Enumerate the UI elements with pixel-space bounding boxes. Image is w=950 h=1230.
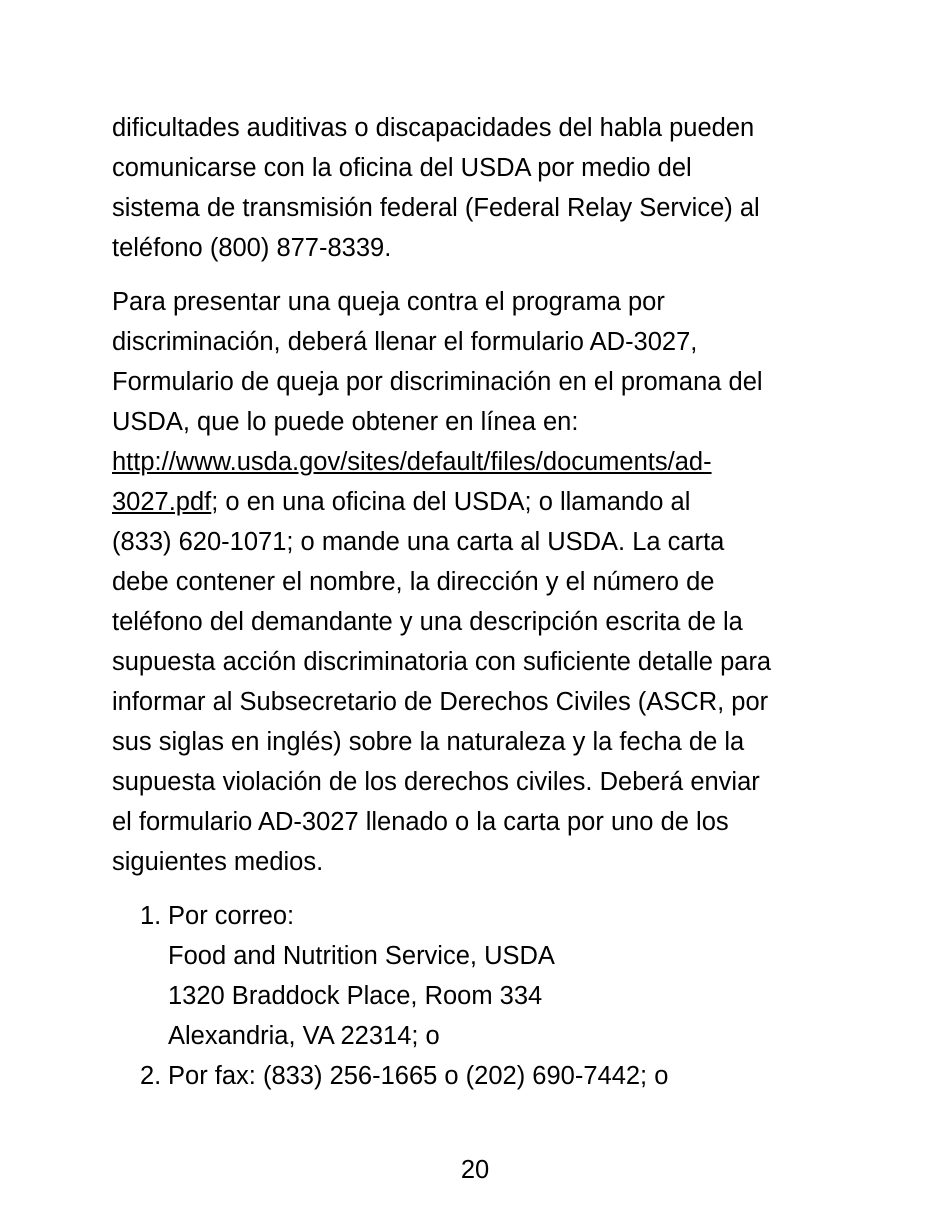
paragraph-relay-service [112, 108, 852, 268]
text-line: sus siglas en inglés) sobre la naturaleza y la fecha de la [112, 728, 745, 756]
paragraph-complaint [112, 282, 852, 882]
text-line: Para presentar una queja contra el programa por [112, 288, 665, 316]
text-line: teléfono del demandante y una descripción escrita de la [112, 608, 743, 636]
text-after-link: ; o en una oficina del USDA; o llamando al [211, 488, 691, 516]
list-number: 1. [140, 902, 162, 930]
text-line: Por correo: [168, 902, 295, 930]
document-body [112, 108, 852, 1096]
form-url-link-part1[interactable]: http://www.usda.gov/sites/default/files/documents/ad- [112, 448, 712, 476]
page-number: 20 [460, 1156, 490, 1184]
list-item-fax [112, 1056, 852, 1096]
text-line: informar al Subsecretario de Derechos Civiles (ASCR, por [112, 688, 769, 716]
text-line: el formulario AD-3027 llenado o la carta por uno de los [112, 808, 729, 836]
text-line: debe contener el nombre, la dirección y el número de [112, 568, 715, 596]
text-line: Por fax: (833) 256-1665 o (202) 690-7442; o [168, 1062, 669, 1090]
text-line: teléfono (800) 877-8339. [112, 234, 392, 262]
text-line: Formulario de queja por discriminación en el promana del [112, 368, 763, 396]
text-line: Alexandria, VA 22314; o [168, 1022, 440, 1050]
list-item-mail [112, 896, 852, 1056]
text-line: sistema de transmisión federal (Federal Relay Service) al [112, 194, 760, 222]
text-line: dificultades auditivas o discapacidades del habla pueden [112, 114, 755, 142]
list-number: 2. [140, 1062, 162, 1090]
text-line: discriminación, deberá llenar el formulario AD-3027, [112, 328, 698, 356]
text-line: siguientes medios. [112, 848, 324, 876]
submission-methods-list [112, 896, 852, 1096]
text-line: Food and Nutrition Service, USDA [168, 942, 555, 970]
text-line: 1320 Braddock Place, Room 334 [168, 982, 543, 1010]
text-line: supuesta violación de los derechos civiles. Deberá enviar [112, 768, 760, 796]
form-url-link-part2[interactable]: 3027.pdf [112, 488, 212, 516]
text-line [112, 482, 852, 522]
text-line: USDA, que lo puede obtener en línea en: [112, 408, 579, 436]
text-line: supuesta acción discriminatoria con suficiente detalle para [112, 648, 772, 676]
text-line: comunicarse con la oficina del USDA por medio del [112, 154, 692, 182]
text-line: (833) 620-1071; o mande una carta al USDA. La carta [112, 528, 725, 556]
text-line [112, 442, 852, 482]
